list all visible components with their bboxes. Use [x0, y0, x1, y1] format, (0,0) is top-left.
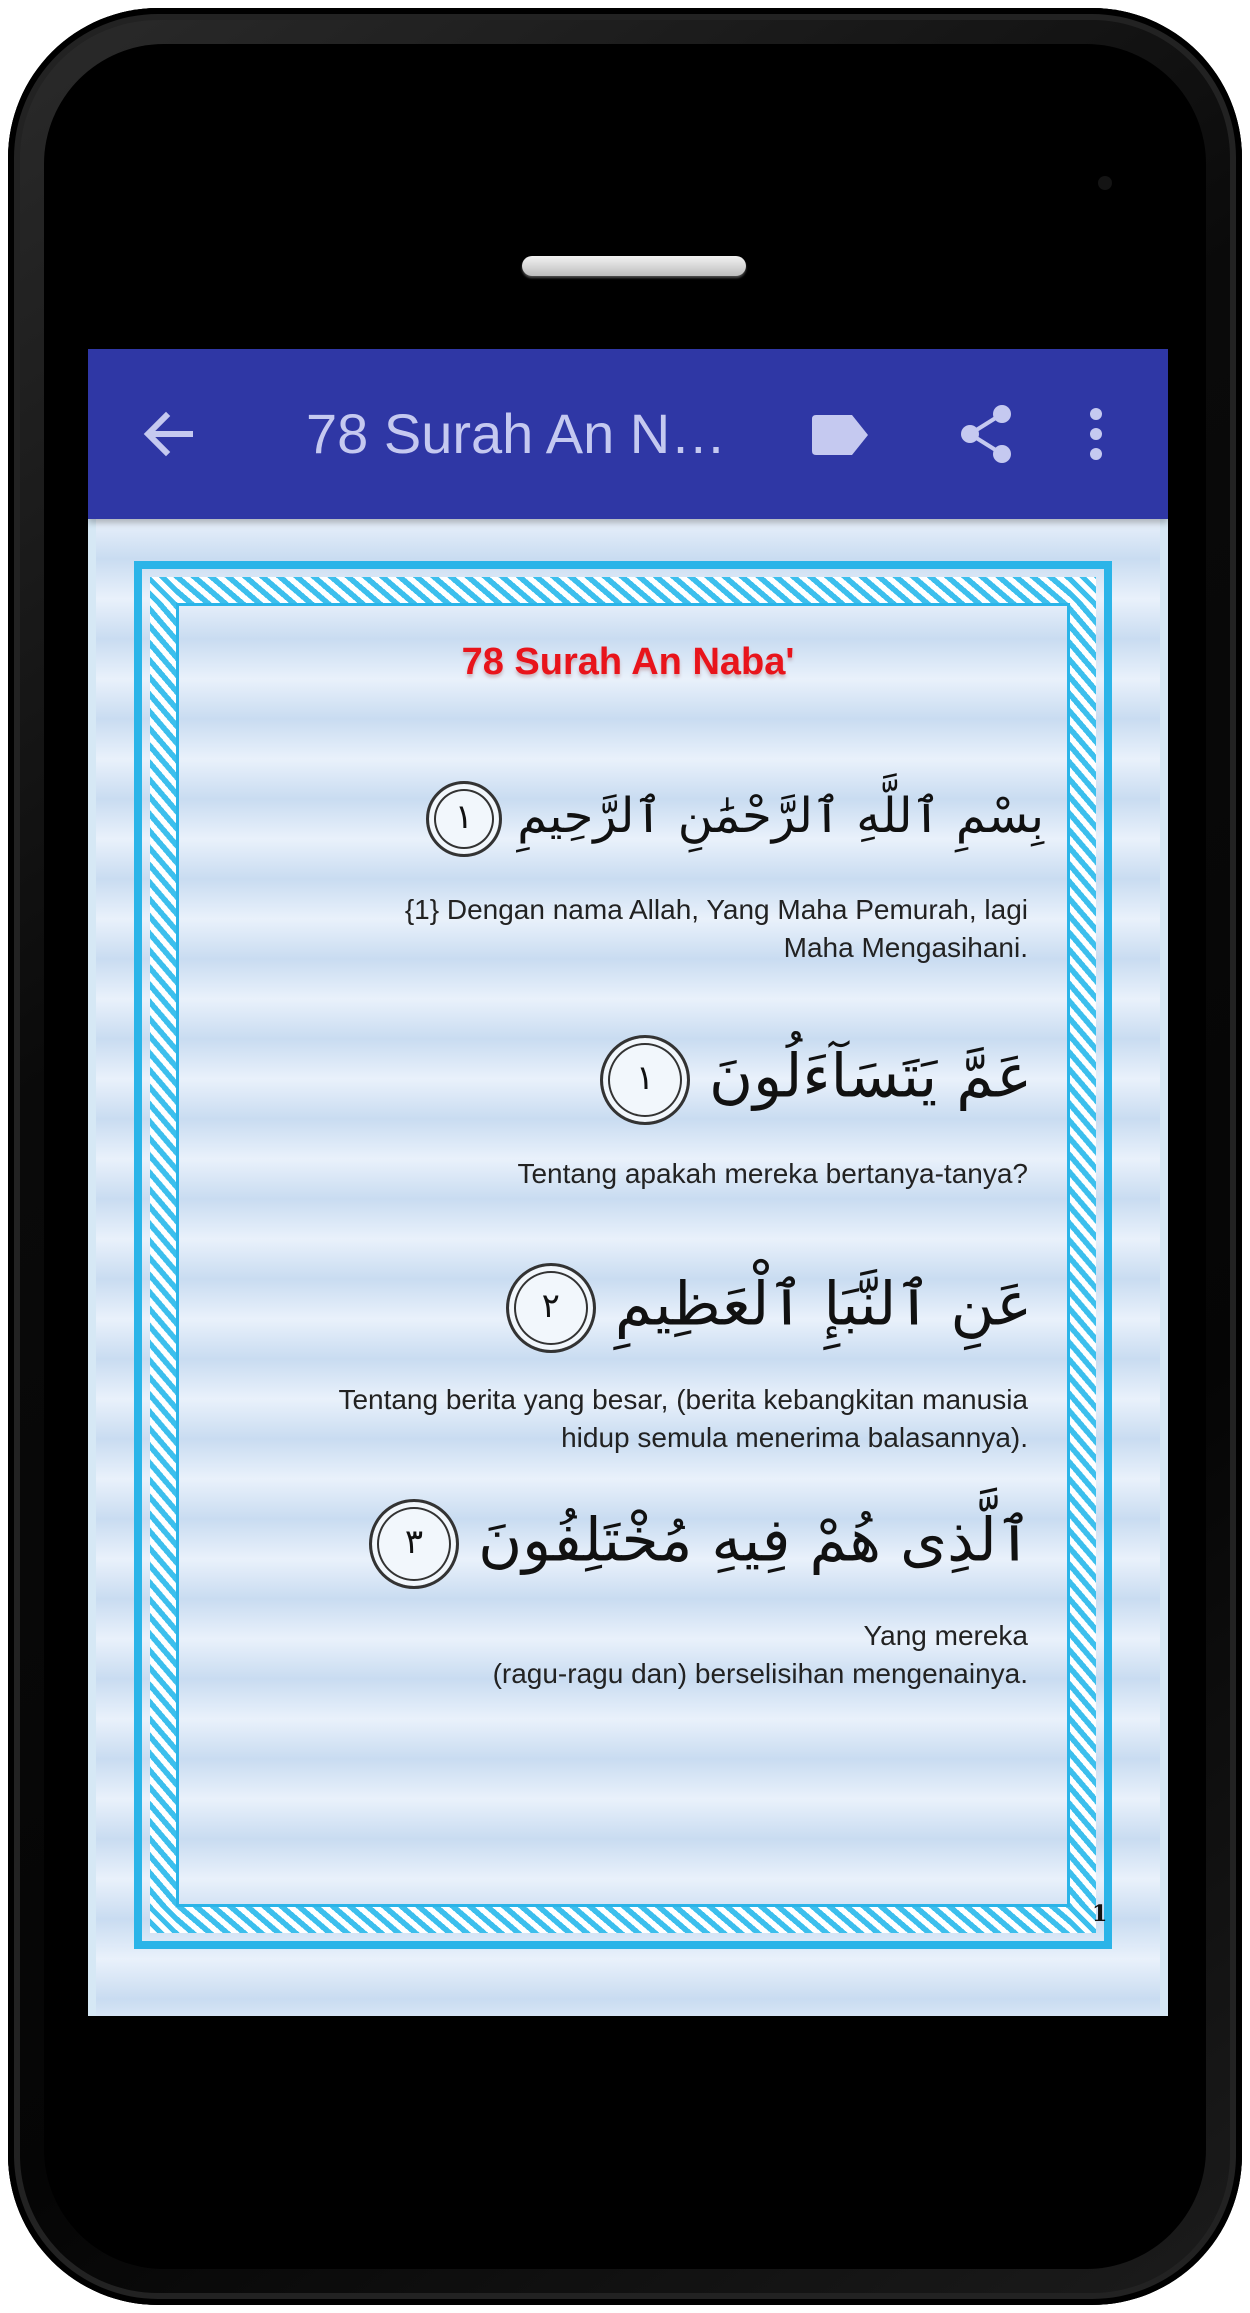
verse-translation — [405, 891, 1028, 967]
more-options-button[interactable] — [1084, 404, 1108, 464]
page-number: 1 — [1092, 1901, 1108, 1927]
share-button[interactable] — [956, 404, 1016, 464]
translation-line: Tentang berita yang besar, (berita kebangkitan manusia — [338, 1384, 1028, 1415]
ayah-number-marker: ٣ — [369, 1499, 459, 1589]
arrow-back-icon — [138, 404, 198, 464]
arabic-text: بِسْمِ ٱللَّهِ ٱلرَّحْمَٰنِ ٱلرَّحِيمِ — [517, 788, 1044, 844]
app-screen — [88, 349, 1168, 2016]
arabic-text: عَنِ ٱلنَّبَإِ ٱلْعَظِيمِ — [614, 1269, 1032, 1340]
verse-translation — [517, 1155, 1028, 1193]
translation-line: (ragu-ragu dan) berselisihan mengenainya. — [492, 1658, 1028, 1689]
verse-translation — [338, 1381, 1028, 1457]
translation-line: Yang mereka — [863, 1620, 1028, 1651]
phone-camera — [1098, 176, 1112, 190]
translation-line: {1} Dengan nama Allah, Yang Maha Pemurah, lagi — [404, 894, 1028, 925]
surah-title: 78 Surah An Naba' — [461, 641, 795, 683]
more-vert-icon — [1084, 404, 1108, 464]
verse-arabic — [488, 1263, 1032, 1353]
arabic-text: ٱلَّذِى هُمْ فِيهِ مُخْتَلِفُونَ — [478, 1505, 1032, 1576]
label-icon — [810, 411, 872, 459]
app-bar-title: 78 Surah An N… — [306, 402, 727, 465]
decorative-border — [134, 561, 1112, 1949]
arabic-text: عَمَّ يَتَسَآءَلُونَ — [709, 1041, 1032, 1112]
verse-arabic — [582, 1035, 1032, 1125]
verse-arabic — [408, 781, 1044, 857]
label-button[interactable] — [810, 411, 872, 459]
verse-translation — [493, 1617, 1028, 1693]
verse-arabic — [351, 1499, 1032, 1589]
translation-line: hidup semula menerima balasannya). — [561, 1422, 1028, 1453]
app-bar — [88, 349, 1168, 519]
phone-speaker — [522, 256, 746, 276]
ayah-number-marker: ١ — [600, 1035, 690, 1125]
back-button[interactable] — [138, 404, 198, 464]
translation-line: Tentang apakah mereka bertanya-tanya? — [517, 1158, 1028, 1189]
ayah-number-marker: ٢ — [506, 1263, 596, 1353]
translation-line: Maha Mengasihani. — [783, 932, 1028, 963]
share-icon — [956, 404, 1016, 464]
ayah-number-marker: ١ — [426, 781, 502, 857]
